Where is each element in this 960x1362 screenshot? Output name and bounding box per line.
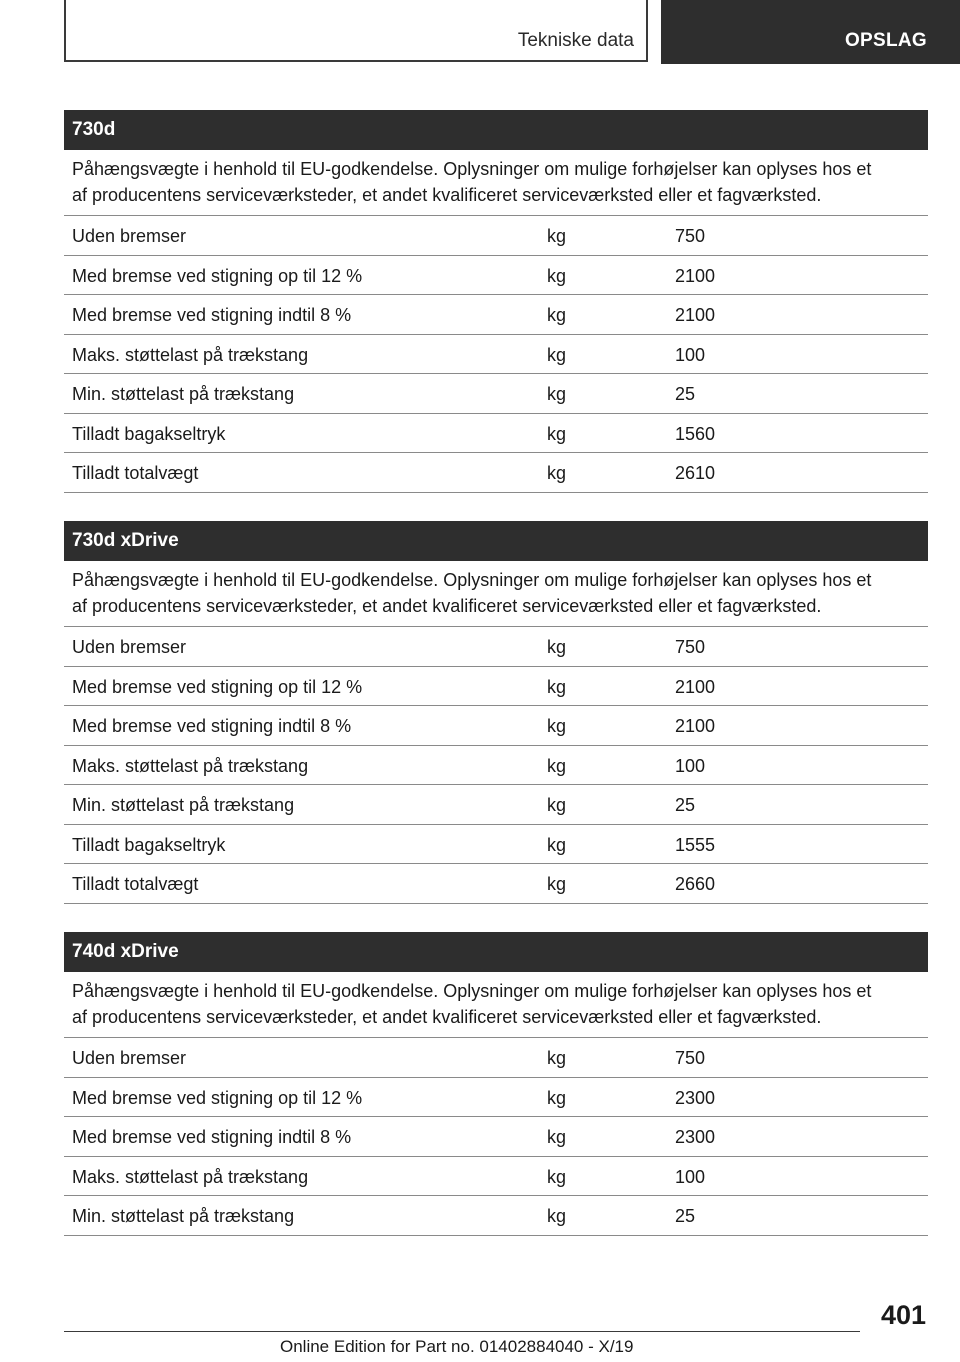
row-label: Med bremse ved stigning op til 12 % xyxy=(72,265,363,286)
row-value: 25 xyxy=(675,384,696,404)
row-value: 2610 xyxy=(675,463,716,483)
section-description xyxy=(64,561,928,627)
row-value: 2660 xyxy=(675,874,716,894)
row-unit: kg xyxy=(547,755,567,776)
table-row xyxy=(64,216,928,256)
table-row xyxy=(64,627,928,667)
row-unit: kg xyxy=(547,265,567,286)
table-row xyxy=(64,864,928,904)
table-row xyxy=(64,667,928,707)
row-unit: kg xyxy=(547,637,567,657)
row-label: Med bremse ved stigning indtil 8 % xyxy=(72,305,352,325)
row-label: Med bremse ved stigning op til 12 % xyxy=(72,1087,363,1108)
table-row xyxy=(64,706,928,746)
table-row xyxy=(64,825,928,865)
header-section-label: Tekniske data xyxy=(517,30,634,51)
row-unit: kg xyxy=(547,676,567,697)
row-unit: kg xyxy=(547,795,567,815)
table-row xyxy=(64,785,928,825)
row-label: Min. støttelast på trækstang xyxy=(72,384,295,404)
section-730d-xdrive xyxy=(64,521,928,904)
header-tab[interactable] xyxy=(661,0,960,64)
row-label: Uden bremser xyxy=(72,637,187,657)
row-unit: kg xyxy=(547,423,567,444)
table-row xyxy=(64,414,928,454)
row-unit: kg xyxy=(547,1166,567,1187)
row-unit: kg xyxy=(547,1206,567,1226)
row-label: Med bremse ved stigning op til 12 % xyxy=(72,676,363,697)
table-row xyxy=(64,1078,928,1118)
row-unit: kg xyxy=(547,384,567,404)
description-line: af producentens serviceværksteder, et andet kvalificeret serviceværksted eller et fagværksted. xyxy=(72,185,822,205)
table-row xyxy=(64,335,928,375)
row-label: Tilladt totalvægt xyxy=(72,874,199,894)
row-value: 2100 xyxy=(675,676,716,697)
section-740d-xdrive xyxy=(64,932,928,1236)
row-value: 750 xyxy=(675,226,706,246)
table-row xyxy=(64,256,928,296)
row-label: Min. støttelast på trækstang xyxy=(72,1206,295,1226)
section-description xyxy=(64,972,928,1038)
table-row xyxy=(64,1038,928,1078)
header-tab-label: OPSLAG xyxy=(844,30,927,51)
row-label: Maks. støttelast på trækstang xyxy=(72,755,309,776)
section-title: 730d xDrive xyxy=(64,521,928,561)
description-line: af producentens serviceværksteder, et andet kvalificeret serviceværksted eller et fagværksted. xyxy=(72,1007,822,1027)
description-line: af producentens serviceværksteder, et andet kvalificeret serviceværksted eller et fagværksted. xyxy=(72,596,822,616)
row-label: Tilladt bagakseltryk xyxy=(72,834,226,855)
table-row xyxy=(64,746,928,786)
row-value: 25 xyxy=(675,795,696,815)
row-value: 1555 xyxy=(675,834,716,855)
row-value: 100 xyxy=(675,755,706,776)
table-row xyxy=(64,1117,928,1157)
section-title: 730d xyxy=(64,110,928,150)
footer-divider xyxy=(64,1331,860,1332)
row-unit: kg xyxy=(547,305,567,325)
row-unit: kg xyxy=(547,226,567,246)
row-value: 1560 xyxy=(675,423,716,444)
row-value: 2100 xyxy=(675,265,716,286)
row-value: 750 xyxy=(675,1048,706,1068)
row-unit: kg xyxy=(547,344,567,365)
row-unit: kg xyxy=(547,716,567,736)
row-label: Maks. støttelast på trækstang xyxy=(72,1166,309,1187)
description-line: Påhængsvægte i henhold til EU-godkendelse. Oplysninger om mulige forhøjelser kan oplyses hos et xyxy=(72,159,872,179)
row-unit: kg xyxy=(547,1048,567,1068)
row-value: 100 xyxy=(675,1166,706,1187)
section-730d xyxy=(64,110,928,493)
row-label: Med bremse ved stigning indtil 8 % xyxy=(72,1127,352,1147)
description-line: Påhængsvægte i henhold til EU-godkendelse. Oplysninger om mulige forhøjelser kan oplyses hos et xyxy=(72,981,872,1001)
table-row xyxy=(64,374,928,414)
row-label: Uden bremser xyxy=(72,1048,187,1068)
row-value: 2300 xyxy=(675,1127,716,1147)
row-value: 2300 xyxy=(675,1087,716,1108)
row-value: 2100 xyxy=(675,305,716,325)
row-label: Uden bremser xyxy=(72,226,187,246)
row-label: Tilladt bagakseltryk xyxy=(72,423,226,444)
page-number: 401 xyxy=(880,1300,926,1330)
row-label: Maks. støttelast på trækstang xyxy=(72,344,309,365)
table-row xyxy=(64,295,928,335)
section-description xyxy=(64,150,928,216)
section-title: 740d xDrive xyxy=(64,932,928,972)
table-row xyxy=(64,453,928,493)
row-label: Min. støttelast på trækstang xyxy=(72,795,295,815)
table-row xyxy=(64,1196,928,1236)
row-unit: kg xyxy=(547,1087,567,1108)
table-row xyxy=(64,1157,928,1197)
row-unit: kg xyxy=(547,1127,567,1147)
row-label: Tilladt totalvægt xyxy=(72,463,199,483)
row-unit: kg xyxy=(547,874,567,894)
row-value: 2100 xyxy=(675,716,716,736)
description-line: Påhængsvægte i henhold til EU-godkendelse. Oplysninger om mulige forhøjelser kan oplyses hos et xyxy=(72,570,872,590)
row-value: 100 xyxy=(675,344,706,365)
row-value: 750 xyxy=(675,637,706,657)
row-unit: kg xyxy=(547,463,567,483)
row-unit: kg xyxy=(547,834,567,855)
row-label: Med bremse ved stigning indtil 8 % xyxy=(72,716,352,736)
row-value: 25 xyxy=(675,1206,696,1226)
header-section-box xyxy=(64,0,648,62)
footer-edition-text: Online Edition for Part no. 01402884040 - X/19 xyxy=(280,1337,634,1356)
